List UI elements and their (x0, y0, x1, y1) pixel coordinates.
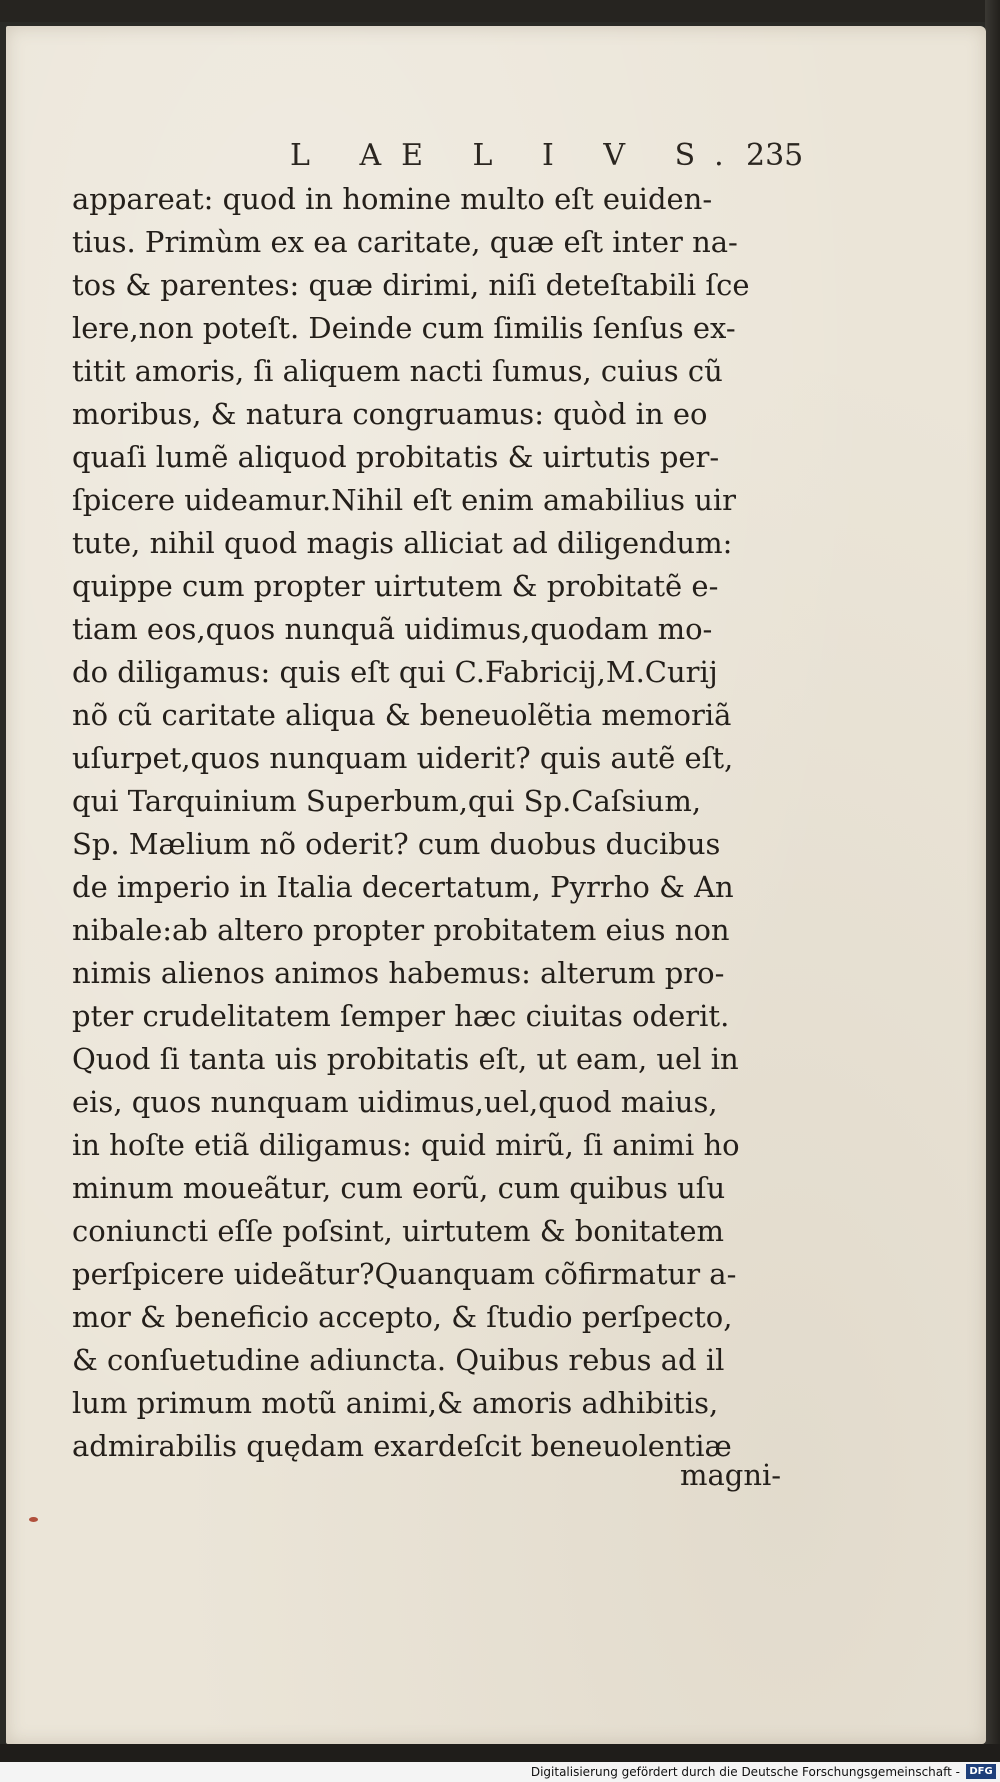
text-line: coniuncti eſſe poſsint, uirtutem & bonitatem (72, 1214, 725, 1248)
text-line: in hoſte etiã diligamus: quid mirũ, ſi animi ho (72, 1128, 740, 1162)
text-line: minum moueãtur, cum eorũ, cum quibus uſu (72, 1171, 726, 1205)
text-line: & conſuetudine adiuncta. Quibus rebus ad il (72, 1343, 725, 1377)
text-line: perſpicere uideãtur?Quanquam cõfirmatur a- (72, 1257, 737, 1291)
page-number: 235 (746, 138, 804, 173)
text-line: tiam eos,quos nunquã uidimus,quodam mo- (72, 612, 713, 646)
text-line: lum primum motũ animi,& amoris adhibitis, (72, 1386, 719, 1420)
text-line: de imperio in Italia decertatum, Pyrrho & An (72, 870, 734, 904)
text-line: Sp. Mælium nõ oderit? cum duobus ducibus (72, 827, 721, 861)
scan-border-right (985, 0, 1000, 1782)
funding-credit: Digitalisierung gefördert durch die Deutsche Forschungsgemeinschaft - (530, 1765, 960, 1779)
text-line: titit amoris, ſi aliquem nacti ſumus, cuius cũ (72, 354, 723, 388)
text-line: nimis alienos animos habemus: alterum pro- (72, 956, 725, 990)
text-line: appareat: quod in homine multo eſt euiden- (72, 182, 713, 216)
text-line: uſurpet,quos nunquam uiderit? quis autẽ eſt, (72, 741, 734, 775)
text-line: mor & beneficio accepto, & ſtudio perſpecto, (72, 1300, 733, 1334)
text-line: qui Tarquinium Superbum,qui Sp.Caſsium, (72, 784, 702, 818)
running-head: L AE L I V S. (290, 138, 744, 173)
text-line: tos & parentes: quæ dirimi, niſi deteſtabili ſce (72, 268, 750, 302)
text-line: Quod ſi tanta uis probitatis eſt, ut eam, uel in (72, 1042, 739, 1076)
text-line: nibale:ab altero propter probitatem eius non (72, 913, 730, 947)
dfg-logo: DFG (966, 1764, 996, 1779)
text-line: moribus, & natura congruamus: quòd in eo (72, 397, 708, 431)
text-block (72, 178, 802, 1468)
text-line: tius. Primùm ex ea caritate, quæ eſt inter na- (72, 225, 738, 259)
text-line: tute, nihil quod magis alliciat ad diligendum: (72, 526, 733, 560)
text-line: admirabilis quędam exardeſcit beneuolentiæ (72, 1429, 732, 1463)
catchword: magni- (680, 1458, 782, 1492)
text-line: pter crudelitatem ſemper hæc ciuitas oderit. (72, 999, 730, 1033)
text-line: lere,non poteſt. Deinde cum ſimilis ſenſus ex- (72, 311, 736, 345)
text-line: nõ cũ caritate aliqua & beneuolẽtia memoriã (72, 698, 732, 732)
text-line: ſpicere uideamur.Nihil eſt enim amabilius uir (72, 483, 737, 517)
scan-border-top (0, 0, 1000, 22)
text-line: quippe cum propter uirtutem & probitatẽ e- (72, 569, 719, 603)
text-line: eis, quos nunquam uidimus,uel,quod maius, (72, 1085, 718, 1119)
paper-stain (29, 1517, 38, 1522)
text-line: quaſi lumẽ aliquod probitatis & uirtutis per- (72, 440, 720, 474)
text-line: do diligamus: quis eſt qui C.Fabricij,M.Curij (72, 655, 718, 689)
